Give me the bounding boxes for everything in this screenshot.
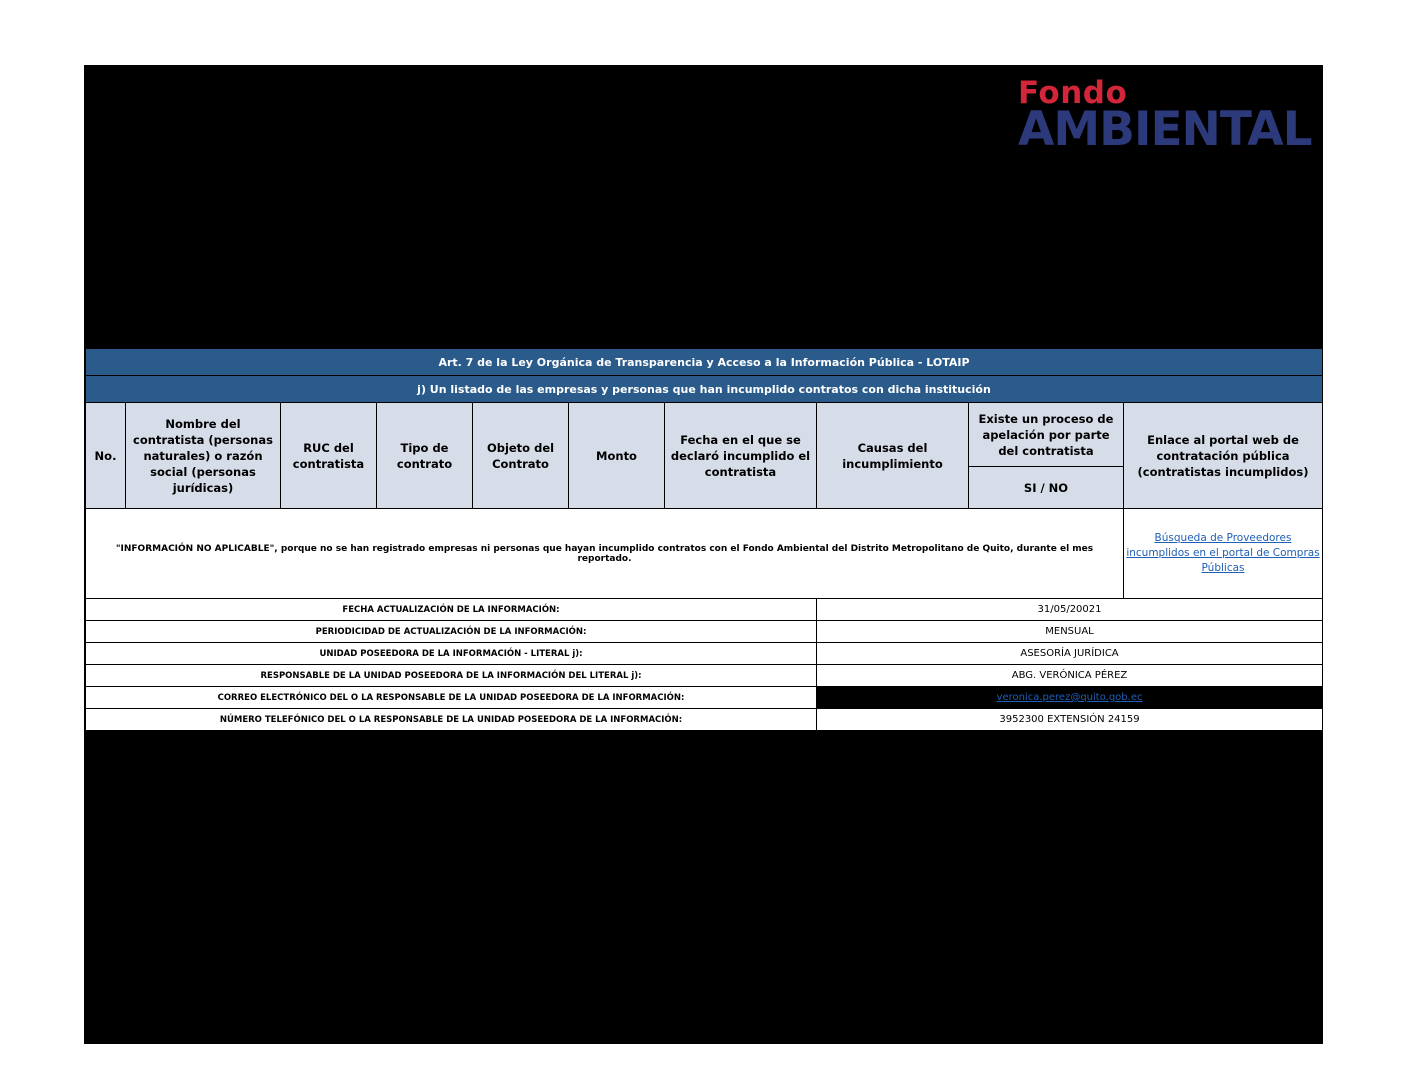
link-cell bbox=[1124, 509, 1323, 599]
responsable-value: ABG. VERÓNICA PÉREZ bbox=[817, 665, 1323, 687]
lotaip-table bbox=[85, 348, 1323, 731]
unidad-poseedora-value: ASESORÍA JURÍDICA bbox=[817, 643, 1323, 665]
col-causas: Causas del incumplimiento bbox=[817, 403, 969, 509]
fondo-ambiental-logo bbox=[1018, 75, 1312, 157]
meta-label: CORREO ELECTRÓNICO DEL O LA RESPONSABLE DE LA UNIDAD POSEEDORA DE LA INFORMACIÓN: bbox=[86, 687, 817, 709]
logo-bottom-text: AMBIENTAL bbox=[1018, 102, 1312, 157]
fecha-actualizacion-value: 31/05/20021 bbox=[817, 599, 1323, 621]
meta-label: NÚMERO TELEFÓNICO DEL O LA RESPONSABLE DE LA UNIDAD POSEEDORA DE LA INFORMACIÓN: bbox=[86, 709, 817, 731]
no-aplica-note: "INFORMACIÓN NO APLICABLE", porque no se han registrado empresas ni personas que hayan incumplido contratos con el Fondo Ambiental del Distrito Metropolitano de Quito, durante el mes reportado. bbox=[86, 509, 1124, 599]
literal-subtitle: j) Un listado de las empresas y personas que han incumplido contratos con dicha institución bbox=[86, 376, 1323, 403]
col-nombre-contratista: Nombre del contratista (personas naturales) o razón social (personas jurídicas) bbox=[126, 403, 281, 509]
col-enlace-portal: Enlace al portal web de contratación pública (contratistas incumplidos) bbox=[1124, 403, 1323, 509]
col-no: No. bbox=[86, 403, 126, 509]
lotaip-title: Art. 7 de la Ley Orgánica de Transparencia y Acceso a la Información Pública - LOTAIP bbox=[86, 349, 1323, 376]
col-si-no: SI / NO bbox=[969, 467, 1124, 509]
meta-label: RESPONSABLE DE LA UNIDAD POSEEDORA DE LA INFORMACIÓN DEL LITERAL j): bbox=[86, 665, 817, 687]
logo-top-text: Fondo bbox=[1018, 75, 1128, 111]
meta-label: FECHA ACTUALIZACIÓN DE LA INFORMACIÓN: bbox=[86, 599, 817, 621]
col-objeto-contrato: Objeto del Contrato bbox=[473, 403, 569, 509]
telefono-value: 3952300 EXTENSIÓN 24159 bbox=[817, 709, 1323, 731]
proveedores-incumplidos-link[interactable]: Búsqueda de Proveedores incumplidos en el portal de Compras Públicas bbox=[1126, 532, 1320, 574]
col-ruc: RUC del contratista bbox=[281, 403, 377, 509]
col-apelacion: Existe un proceso de apelación por parte del contratista bbox=[969, 403, 1124, 467]
meta-label: PERIODICIDAD DE ACTUALIZACIÓN DE LA INFORMACIÓN: bbox=[86, 621, 817, 643]
col-fecha-incumplimiento: Fecha en el que se declaró incumplido el contratista bbox=[665, 403, 817, 509]
meta-label: UNIDAD POSEEDORA DE LA INFORMACIÓN - LITERAL j): bbox=[86, 643, 817, 665]
periodicidad-value: MENSUAL bbox=[817, 621, 1323, 643]
correo-link[interactable]: veronica.perez@quito.gob.ec bbox=[996, 692, 1143, 703]
col-tipo-contrato: Tipo de contrato bbox=[377, 403, 473, 509]
correo-cell bbox=[817, 687, 1323, 709]
col-monto: Monto bbox=[569, 403, 665, 509]
